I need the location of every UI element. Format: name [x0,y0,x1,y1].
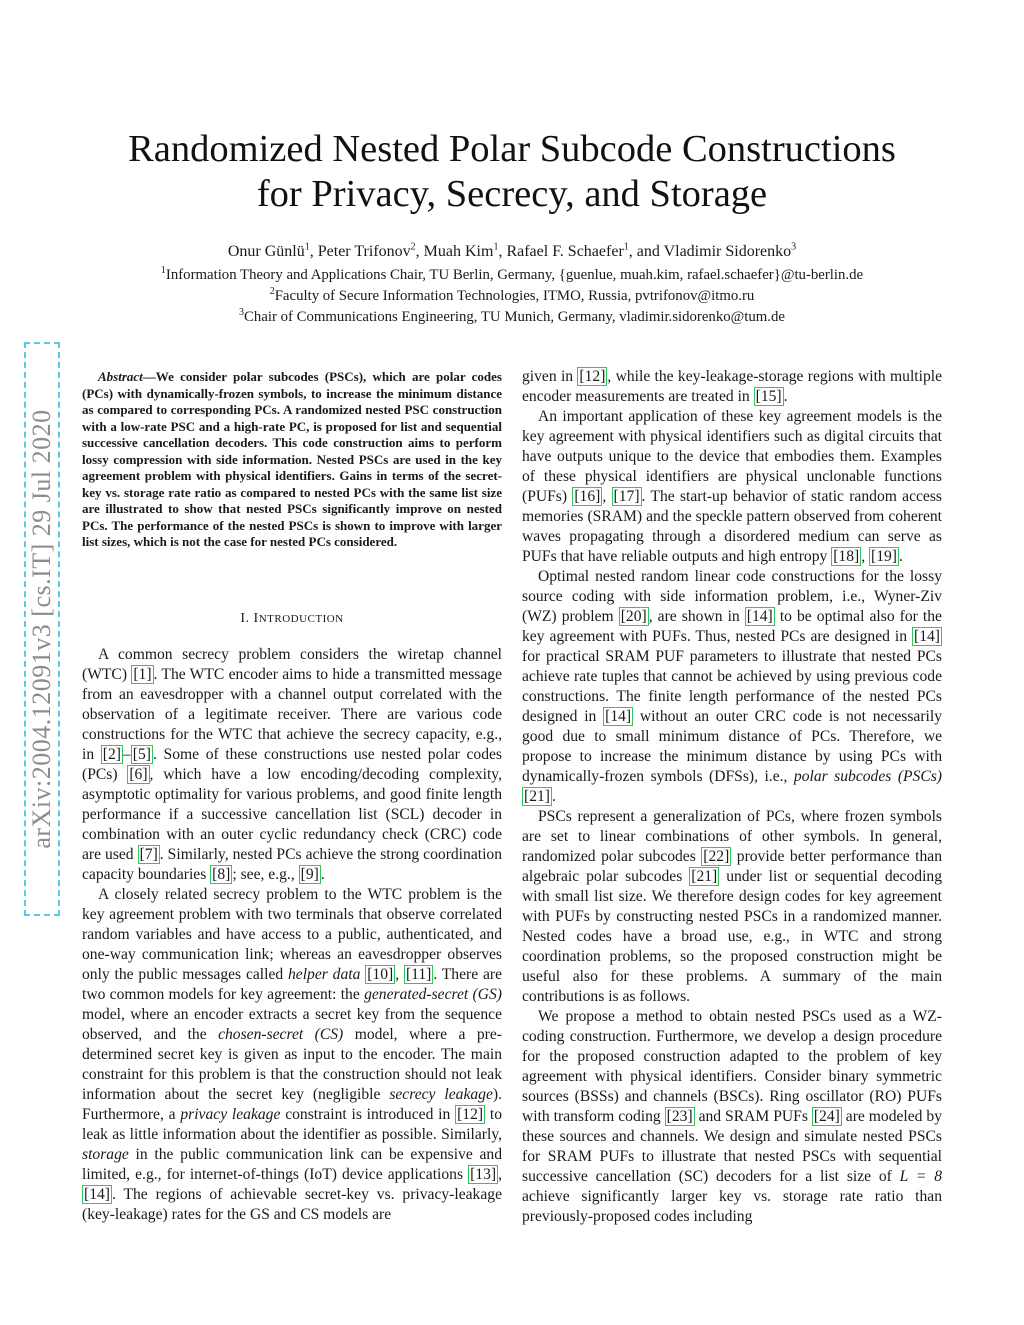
affiliation-2: $^2$Faculty of Secure Information Technologies, ITMO, Russia, pvtrifonov@itmo.ru [269,286,755,304]
paragraph: Optimal nested random linear code constructions for the lossy source coding with side information problem, i.e., Wyner-Ziv (WZ) problem [20] , are shown in [14] to be optimal also for the key agreement with PUFs. Thus, nested PCs are designed in [14] for practical SRAM PUF parameters to illustrate that nested PCs achieve rate tuples that cannot be achieved by using previous code constructions. The finite length performance of the nested PCs designed in [14] without an outer CRC code is not necessarily good due to small minimum distance of PCs. Therefore, we propose to increase the minimum distance by using PCs with dynamically-frozen symbols (DFSs), i.e., polar subcodes (PSCs) [21] . [522,568,942,805]
arxiv-stamp [24,342,60,916]
left-column-body [82,645,502,1225]
citation-link[interactable]: [5] [132,746,151,763]
citation-link[interactable]: [14] [605,708,632,725]
title-line-1: Randomized Nested Polar Subcode Constructions [128,128,896,170]
citation-link[interactable]: [16] [574,488,601,505]
affiliation-3: $^3$Chair of Communications Engineering, TU Munich, Germany, vladimir.sidorenko@tum.de [239,307,785,325]
paragraph: A closely related secrecy problem to the WTC problem is the key agreement problem with two terminals that observe correlated random variables and have access to a public, authenticated, and one-way communication link; whereas an eavesdropper observes only the public messages called helper data [10] , [11] . There are two common models for key agreement: the generated-secret (GS) model, where an encoder extracts a secret key from the sequence observed, and the chosen-secret (CS) model, where a pre-determined secret key is given as input to the encoder. The main constraint for this problem is that the construction should not leak information about the secret key (negligible secrecy leakage). Furthermore, a privacy leakage constraint is introduced in [12] to leak as little information about the identifier as possible. Similarly, storage in the public communication link can be expensive and limited, e.g., for internet-of-things (IoT) device applications [13] , [14] . The regions of achievable secret-key vs. privacy-leakage (key-leakage) rates for the GS and CS models are [82,886,503,1223]
math-inline: L = 8 [899,1168,942,1185]
citation-link[interactable]: [21] [524,788,550,805]
citation-link[interactable]: [20] [620,608,647,625]
author-list: Onur Günlü$^1$, Peter Trifonov$^2$, Muah Kim$^1$, Rafael F. Schaefer$^1$, and Vladimir Sidorenko$^3$ [227,241,797,260]
paragraph: given in [12] , while the key-leakage-storage regions with multiple encoder measurements are treated in [15] . [522,368,942,405]
citation-link[interactable]: [19] [871,548,897,565]
citation-link[interactable]: [2] [102,746,121,763]
citation-link[interactable]: [24] [813,1108,840,1125]
citation-link[interactable]: [9] [300,866,319,883]
paragraph: We propose a method to obtain nested PSCs used as a WZ-coding construction. Furthermore, we develop a design procedure for the proposed construction adapted to the problem of key agreement with physical identifiers. Consider binary symmetric sources (BSSs) and channels (BSCs). Ring oscillator (RO) PUFs with transform coding [23] and SRAM PUFs [24] are modeled by these sources and channels. We design and simulate nested PSCs for SRAM PUFs to illustrate that nested PSCs with sequential successive cancellation (SC) decoders for a list size of L = 8 achieve significantly larger key vs. storage rate ratio than previously-proposed codes including [522,1008,943,1225]
right-column-body [522,367,942,1227]
abstract [82,369,502,551]
citation-link[interactable]: [14] [84,1186,110,1203]
citation-link[interactable]: [14] [914,628,940,645]
title-line-2: for Privacy, Secrecy, and Storage [256,173,768,215]
citation-link[interactable]: [10] [367,966,394,983]
author-name: Onur Günlü [227,243,305,260]
arxiv-id[interactable]: arXiv:2004.12091v3 [cs.IT] 29 Jul 2020 [27,409,56,849]
author-name: , Muah Kim [415,243,494,260]
citation-link[interactable]: [8] [212,866,231,883]
author-name: , and Vladimir Sidorenko [628,243,792,260]
section-heading-introduction: I. INTRODUCTION [240,611,344,626]
citation-link[interactable]: [6] [129,766,148,783]
citation-link[interactable]: [12] [457,1106,484,1123]
citation-link[interactable]: [1] [133,666,152,683]
citation-link[interactable]: [17] [613,488,640,505]
citation-link[interactable]: [23] [666,1108,693,1125]
affiliation-1: $^1$Information Theory and Applications Chair, TU Berlin, Germany, {guenlue, muah.kim, rafael.schaefer}@tu-berlin.de [160,265,864,283]
paper-title [60,127,964,217]
citation-link[interactable]: [12] [579,368,606,385]
citation-link[interactable]: [14] [746,608,773,625]
abstract-text: —We consider polar subcodes (PSCs), which are polar codes (PCs) with dynamically-frozen symbols, to increase the minimum distance as compared to corresponding PCs. A randomized nested PSC construction with a low-rate PSC and a high-rate PC, is proposed for list and sequential successive cancellation decoders. This code construction aims to perform lossy compression with side information. Nested PSCs are used in the key agreement problem with physical identifiers. Gains in terms of the secret-key vs. storage rate ratio as compared to nested PCs with the same list size are illustrated to show that nested PSCs significantly improve on nested PCs. The performance of the nested PSCs is shown to improve with larger list sizes, which is not the case for nested PCs considered. [82,369,502,549]
paragraph: An important application of these key agreement models is the key agreement with physical identifiers such as digital circuits that have outputs unique to the device that embodies them. Examples of these physical identifiers are physical unclonable functions (PUFs) [16] , [17] . The start-up behavior of static random access memories (SRAM) and the speckle pattern observed from coherent waves propagating through a disordered medium can serve as PUFs that have reliable outputs and high entropy [18] , [19] . [522,408,942,565]
citation-link[interactable]: [11] [405,966,432,983]
citation-link[interactable]: [21] [691,868,718,885]
author-name: , Rafael F. Schaefer [498,243,624,260]
citation-link[interactable]: [13] [470,1166,497,1183]
citation-link[interactable]: [7] [139,846,158,863]
citation-link[interactable]: [15] [755,388,782,405]
citation-link[interactable]: [22] [703,848,730,865]
paragraph: A common secrecy problem considers the wiretap channel (WTC) [1] . The WTC encoder aims to hide a transmitted message from an eavesdropper with a channel output correlated with the observation of a legitimate receiver. There are various code constructions for the WTC that achieve the secrecy capacity, e.g., in [2] – [5] . Some of these constructions use nested polar codes (PCs) [6] , which have a low encoding/decoding complexity, asymptotic optimality for various problems, and good finite length performance if a successive cancellation list (SCL) decoder in combination with an outer cyclic redundancy check (CRC) code are used [7] . Similarly, nested PCs achieve the strong coordination capacity boundaries [8] ; see, e.g., [9] . [82,646,502,883]
author-name: , Peter Trifonov [309,243,411,260]
citation-link[interactable]: [18] [833,548,860,565]
abstract-heading: Abstract [98,369,143,384]
paragraph: PSCs represent a generalization of PCs, where frozen symbols are set to linear combinations of other symbols. In general, randomized polar subcodes [22] provide better performance than algebraic polar subcodes [21] under list or sequential decoding with small list size. We therefore design codes for key agreement with PUFs by constructing nested PSCs in a randomized manner. Nested codes have a broad use, e.g., in WTC and strong coordination problems, so the proposed construction might be useful also for these problems. A summary of the main contributions is as follows. [522,808,943,1005]
